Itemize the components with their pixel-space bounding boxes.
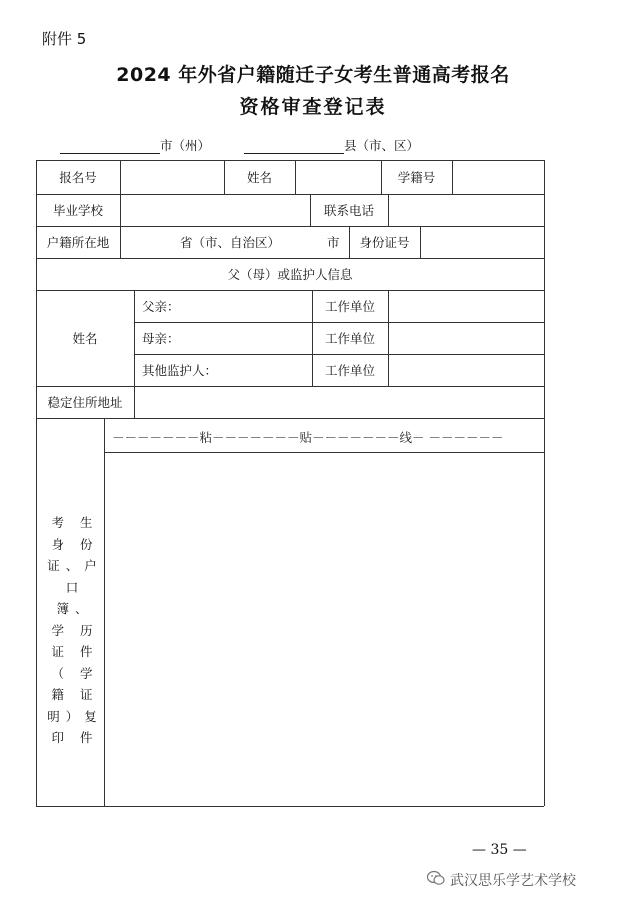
reg-no-input[interactable] [120, 160, 224, 194]
name-input[interactable] [295, 160, 381, 194]
other-guardian-label: 其他监护人： [142, 363, 218, 378]
address-input[interactable] [134, 386, 544, 418]
attachment-label: 附件 5 [42, 30, 87, 48]
student-no-label: 学籍号 [397, 170, 436, 185]
reg-no-label: 报名号 [59, 170, 97, 185]
other-work-unit-label: 工作单位 [324, 363, 375, 378]
phone-label: 联系电话 [323, 203, 374, 218]
county-suffix: 县（市、区） [344, 138, 420, 153]
mother-label: 母亲： [142, 331, 180, 346]
other-work-unit-input[interactable] [388, 354, 544, 386]
mother-work-unit-input[interactable] [388, 322, 544, 354]
paste-guide-line: －－－－－－－粘－－－－－－－贴－－－－－－－线－ －－－－－－ [112, 430, 504, 445]
father-label: 父亲： [142, 299, 180, 314]
document-copies-label: 考 生 身 份 证、户 口 簿、 学 历 证 件 （ 学 籍 证 明）复 印 件 [47, 515, 103, 745]
father-work-unit-label: 工作单位 [324, 299, 375, 314]
county-field [244, 136, 419, 154]
id-no-label: 身份证号 [359, 235, 410, 250]
school-label: 毕业学校 [52, 203, 103, 218]
father-work-unit-input[interactable] [388, 290, 544, 322]
city-field [60, 136, 210, 154]
city-label: 市 [327, 235, 340, 250]
id-no-input[interactable] [420, 226, 544, 258]
name-label: 姓名 [246, 170, 272, 185]
phone-input[interactable] [388, 194, 544, 226]
school-input[interactable] [120, 194, 310, 226]
address-label: 稳定住所地址 [47, 395, 123, 410]
page-number: — 35 — [472, 842, 527, 858]
form-title-line2: 资格审查登记表 [239, 96, 387, 118]
watermark [426, 870, 576, 890]
county-blank [244, 139, 344, 154]
mother-work-unit-label: 工作单位 [324, 331, 375, 346]
form-title-line1: 2024 年外省户籍随迁子女考生普通高考报名 [116, 64, 510, 86]
city-suffix: 市（州） [160, 138, 211, 153]
paste-area[interactable] [104, 452, 544, 806]
student-no-input[interactable] [452, 160, 544, 194]
watermark-text: 武汉思乐学艺术学校 [450, 873, 576, 889]
province-label: 省（市、自治区） [180, 235, 281, 250]
city-blank [60, 139, 160, 154]
guardian-name-label: 姓名 [72, 331, 98, 346]
hukou-label: 户籍所在地 [46, 235, 110, 250]
wechat-icon [426, 870, 446, 890]
guardian-section-header: 父（母）或监护人信息 [227, 267, 353, 282]
